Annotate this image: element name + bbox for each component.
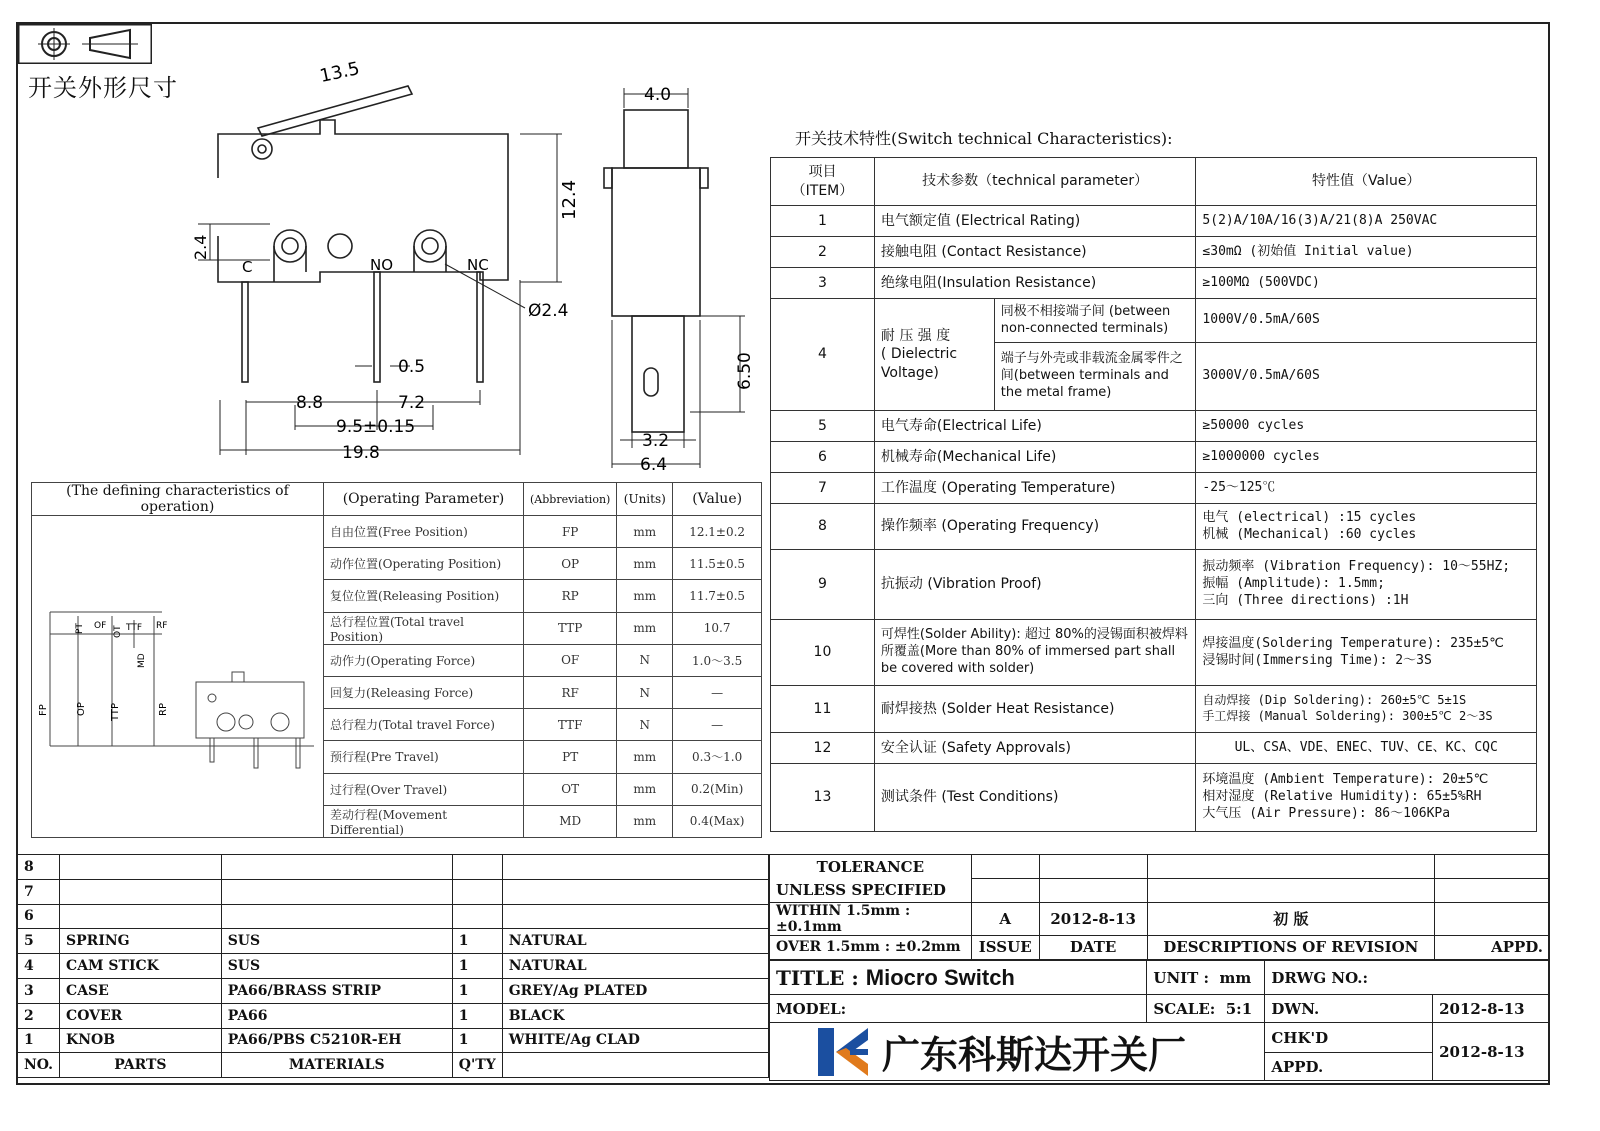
operation-diagram (32, 516, 322, 834)
rev-date-value: 2012-8-13 (1039, 902, 1147, 935)
rev-issue-value: A (971, 902, 1039, 935)
bom-qty (452, 855, 502, 880)
diag-ot: OT (113, 625, 123, 638)
dim-pitch: 9.5±0.15 (336, 417, 416, 437)
op-value: 11.7±0.5 (673, 580, 762, 612)
tech-value: ≤30mΩ (初始值 Initial value) (1196, 237, 1537, 268)
tech-value: 3000V/0.5mA/60S (1196, 343, 1537, 411)
label-c: C (242, 258, 253, 276)
bom-material: PA66/PBS C5210R-EH (221, 1028, 452, 1053)
tech-subparam: 同极不相接端子间 (between non-connected terminals) (994, 299, 1196, 343)
tech-head-value: 特性值（Value） (1196, 158, 1537, 206)
diag-rp: RP (158, 703, 169, 716)
diag-rp-force: RF (156, 621, 168, 631)
bom-no: 7 (18, 879, 60, 904)
tech-no: 2 (771, 237, 875, 268)
bom-finish (502, 855, 768, 880)
front-view-drawing (180, 50, 600, 470)
op-head-value: (Value) (673, 483, 762, 516)
tech-value: 焊接温度(Soldering Temperature): 235±5℃ 浸锡时间(Immersing Time): 2～3S (1196, 620, 1537, 686)
title-label: TITLE : (776, 965, 859, 990)
diag-pt: PT (75, 623, 85, 634)
tech-value: ≥1000000 cycles (1196, 442, 1537, 473)
dim-height: 12.4 (559, 179, 580, 220)
op-value: 1.0～3.5 (673, 644, 762, 676)
bom-row (18, 929, 769, 954)
chkd-date: 2012-8-13 (1433, 1023, 1550, 1081)
bom-row (18, 879, 769, 904)
bom-no: 8 (18, 855, 60, 880)
dim-d2: 7.2 (398, 393, 426, 413)
bom-finish: NATURAL (502, 954, 768, 979)
tech-value: 自动焊接 (Dip Soldering): 260±5℃ 5±1S 手工焊接 (Manual Soldering): 300±5℃ 2～3S (1196, 686, 1537, 733)
title-block (769, 960, 1550, 1081)
bom-material (221, 904, 452, 929)
page-title: 开关外形尺寸 (28, 74, 178, 102)
dim-side-h: 6.50 (735, 352, 755, 390)
tech-param: 工作温度 (Operating Temperature) (874, 473, 1196, 504)
dim-d1: 8.8 (296, 393, 324, 413)
tech-param: 测试条件 (Test Conditions) (874, 764, 1196, 832)
bom-part: SPRING (60, 929, 222, 954)
dwn-date: 2012-8-13 (1433, 995, 1550, 1023)
tech-title: 开关技术特性(Switch technical Characteristics): (795, 129, 1173, 148)
bom-head-qty: Q'TY (452, 1053, 502, 1078)
op-param: 总行程力(Total travel Force) (323, 709, 523, 741)
unit-label: UNIT : (1153, 968, 1210, 987)
tech-param: 机械寿命(Mechanical Life) (874, 442, 1196, 473)
scale-value: 5:1 (1225, 999, 1253, 1018)
tolerance-within: WITHIN 1.5mm : ±0.1mm (770, 902, 972, 935)
op-param: 回复力(Releasing Force) (323, 676, 523, 708)
bom-table (17, 854, 769, 1078)
bom-qty (452, 904, 502, 929)
op-unit: mm (617, 612, 673, 644)
rev-issue-label: ISSUE (971, 935, 1039, 959)
tech-param: 绝缘电阻(Insulation Resistance) (874, 268, 1196, 299)
projection-cone-icon (82, 30, 138, 58)
bom-finish (502, 879, 768, 904)
tech-param: 抗振动 (Vibration Proof) (874, 550, 1196, 620)
tech-param: 电气额定值 (Electrical Rating) (874, 206, 1196, 237)
bom-row (18, 855, 769, 880)
company-name: 广东科斯达开关厂 (882, 1033, 1187, 1077)
tolerance-label: TOLERANCE (770, 855, 972, 879)
bom-row (18, 954, 769, 979)
op-abbr: RF (524, 676, 617, 708)
operating-parameter-table (31, 482, 762, 838)
bom-part (60, 904, 222, 929)
tech-value: ≥50000 cycles (1196, 411, 1537, 442)
bom-material: SUS (221, 929, 452, 954)
op-value: 10.7 (673, 612, 762, 644)
bom-row (18, 1028, 769, 1053)
bom-finish (502, 904, 768, 929)
op-param: 动作位置(Operating Position) (323, 548, 523, 580)
op-param: 预行程(Pre Travel) (323, 741, 523, 773)
bom-head-no: NO. (18, 1053, 60, 1078)
op-param: 总行程位置(Total travel Position) (323, 612, 523, 644)
drwg-label: DRWG NO.: (1265, 961, 1550, 995)
bom-no: 3 (18, 978, 60, 1003)
diag-fp: FP (38, 704, 49, 716)
tech-param: 操作频率 (Operating Frequency) (874, 504, 1196, 550)
bom-row (18, 978, 769, 1003)
tech-no: 3 (771, 268, 875, 299)
tech-no: 4 (771, 299, 875, 411)
bom-row (18, 1003, 769, 1028)
tech-param: 可焊性(Solder Ability): 超过 80%的浸锡面积被焊料所覆盖(More than 80% of immersed part shall be covered with solder) (874, 620, 1196, 686)
op-param: 自由位置(Free Position) (323, 516, 523, 548)
op-abbr: OT (524, 773, 617, 805)
tech-head-param: 技术参数（technical parameter） (874, 158, 1196, 206)
bom-qty (452, 879, 502, 904)
tech-param: 安全认证 (Safety Approvals) (874, 733, 1196, 764)
diag-op: OP (76, 702, 87, 716)
company-cell (770, 1023, 1265, 1081)
dwn-label: DWN. (1265, 995, 1433, 1023)
bom-qty: 1 (452, 929, 502, 954)
tech-value: ≥100MΩ (500VDC) (1196, 268, 1537, 299)
tech-value: 电气 (electrical) :15 cycles 机械 (Mechanical) :60 cycles (1196, 504, 1537, 550)
bom-finish: WHITE/Ag CLAD (502, 1028, 768, 1053)
label-no: NO (370, 256, 394, 274)
tech-no: 6 (771, 442, 875, 473)
diag-ttf: TTF (126, 623, 143, 633)
op-unit: N (617, 676, 673, 708)
op-unit: mm (617, 516, 673, 548)
op-abbr: FP (524, 516, 617, 548)
bom-finish: BLACK (502, 1003, 768, 1028)
bom-part (60, 855, 222, 880)
projection-circle-icon (38, 28, 70, 60)
tech-value: UL、CSA、VDE、ENEC、TUV、CE、KC、CQC (1196, 733, 1537, 764)
tech-no: 5 (771, 411, 875, 442)
dim-side-b2: 6.4 (640, 455, 668, 475)
rev-desc-label: DESCRIPTIONS OF REVISION (1147, 935, 1435, 959)
bom-part: CASE (60, 978, 222, 1003)
diag-ttp: TTP (110, 702, 121, 721)
op-unit: mm (617, 805, 673, 837)
bom-no: 5 (18, 929, 60, 954)
dim-width: 19.8 (342, 443, 380, 463)
bom-head-parts: PARTS (60, 1053, 222, 1078)
dim-offset: 2.4 (191, 234, 210, 260)
bom-qty: 1 (452, 1028, 502, 1053)
op-value: 12.1±0.2 (673, 516, 762, 548)
op-head-units: (Units) (617, 483, 673, 516)
unit-value: mm (1219, 968, 1252, 987)
op-unit: mm (617, 773, 673, 805)
bom-qty: 1 (452, 954, 502, 979)
op-abbr: TTF (524, 709, 617, 741)
op-value: — (673, 676, 762, 708)
op-value: 0.4(Max) (673, 805, 762, 837)
tech-param: 电气寿命(Electrical Life) (874, 411, 1196, 442)
bom-row (18, 904, 769, 929)
dim-side-top: 4.0 (644, 85, 672, 105)
op-abbr: RP (524, 580, 617, 612)
bom-qty: 1 (452, 1003, 502, 1028)
projection-symbol (18, 24, 152, 64)
op-abbr: TTP (524, 612, 617, 644)
tech-no: 11 (771, 686, 875, 733)
op-param: 过行程(Over Travel) (323, 773, 523, 805)
bom-no: 6 (18, 904, 60, 929)
tolerance-unless: UNLESS SPECIFIED (770, 878, 972, 902)
tech-no: 1 (771, 206, 875, 237)
tech-value: 1000V/0.5mA/60S (1196, 299, 1537, 343)
tech-param: 耐焊接热 (Solder Heat Resistance) (874, 686, 1196, 733)
bom-material: PA66 (221, 1003, 452, 1028)
tech-head-item: 项目 （ITEM） (771, 158, 875, 206)
tech-param: 接触电阻 (Contact Resistance) (874, 237, 1196, 268)
bom-finish: NATURAL (502, 929, 768, 954)
bom-finish: GREY/Ag PLATED (502, 978, 768, 1003)
bom-part: KNOB (60, 1028, 222, 1053)
diag-md: MD (137, 653, 147, 668)
tolerance-over: OVER 1.5mm : ±0.2mm (770, 935, 972, 959)
tech-characteristics-table (770, 157, 1537, 832)
tech-value: 振动频率 (Vibration Frequency): 10～55HZ; 振幅 (Amplitude): 1.5mm; 三向 (Three directions) :1H (1196, 550, 1537, 620)
op-head-abbr: (Abbreviation) (524, 483, 617, 516)
tech-value: 环境温度 (Ambient Temperature): 20±5℃ 相对湿度 (Relative Humidity): 65±5%RH 大气压 (Air Pressure): 86～106KPa (1196, 764, 1537, 832)
revision-table (769, 854, 1550, 960)
op-head-def: (The defining characteristics of operation) (32, 483, 324, 516)
dim-hole: Ø2.4 (528, 301, 569, 321)
tech-no: 12 (771, 733, 875, 764)
label-nc: NC (467, 256, 489, 274)
op-head-param: (Operating Parameter) (323, 483, 523, 516)
bom-material (221, 855, 452, 880)
bom-no: 4 (18, 954, 60, 979)
op-unit: mm (617, 741, 673, 773)
bom-material (221, 879, 452, 904)
title-appd-label: APPD. (1265, 1053, 1433, 1081)
side-view-drawing (600, 80, 760, 475)
bom-qty: 1 (452, 978, 502, 1003)
tech-no: 7 (771, 473, 875, 504)
bom-no: 1 (18, 1028, 60, 1053)
op-value: — (673, 709, 762, 741)
bom-footer (18, 1053, 769, 1078)
bom-part: COVER (60, 1003, 222, 1028)
title-value: Miocro Switch (865, 964, 1015, 990)
op-unit: mm (617, 580, 673, 612)
tech-no: 13 (771, 764, 875, 832)
rev-appd-label: APPD. (1435, 935, 1550, 959)
dim-side-b1: 3.2 (642, 431, 670, 451)
dim-lever: 13.5 (317, 58, 362, 87)
tech-no: 10 (771, 620, 875, 686)
op-value: 0.3～1.0 (673, 741, 762, 773)
op-abbr: OF (524, 644, 617, 676)
op-value: 11.5±0.5 (673, 548, 762, 580)
tech-value: -25～125℃ (1196, 473, 1537, 504)
op-unit: N (617, 644, 673, 676)
op-value: 0.2(Min) (673, 773, 762, 805)
dim-pin: 0.5 (398, 357, 426, 377)
bom-head-materials: MATERIALS (221, 1053, 452, 1078)
tech-subparam: 端子与外壳或非载流金属零件之间(between terminals and the metal frame) (994, 343, 1196, 411)
tech-no: 8 (771, 504, 875, 550)
op-abbr: PT (524, 741, 617, 773)
chkd-label: CHK'D (1265, 1023, 1433, 1053)
bom-part: CAM STICK (60, 954, 222, 979)
model-label: MODEL: (770, 995, 1147, 1023)
rev-date-label: DATE (1039, 935, 1147, 959)
operation-diagram-cell (32, 516, 324, 838)
op-unit: mm (617, 548, 673, 580)
op-abbr: OP (524, 548, 617, 580)
tech-param: 耐 压 强 度 ( Dielectric Voltage) (874, 299, 994, 411)
tech-no: 9 (771, 550, 875, 620)
tech-value: 5(2)A/10A/16(3)A/21(8)A 250VAC (1196, 206, 1537, 237)
scale-label: SCALE: (1153, 999, 1216, 1018)
bom-part (60, 879, 222, 904)
op-abbr: MD (524, 805, 617, 837)
company-logo (816, 1026, 872, 1078)
op-param: 差动行程(Movement Differential) (323, 805, 523, 837)
rev-desc-value: 初 版 (1147, 902, 1435, 935)
bom-no: 2 (18, 1003, 60, 1028)
bom-material: SUS (221, 954, 452, 979)
op-param: 动作力(Operating Force) (323, 644, 523, 676)
op-param: 复位位置(Releasing Position) (323, 580, 523, 612)
diag-of: OF (94, 621, 107, 631)
bom-material: PA66/BRASS STRIP (221, 978, 452, 1003)
op-unit: N (617, 709, 673, 741)
